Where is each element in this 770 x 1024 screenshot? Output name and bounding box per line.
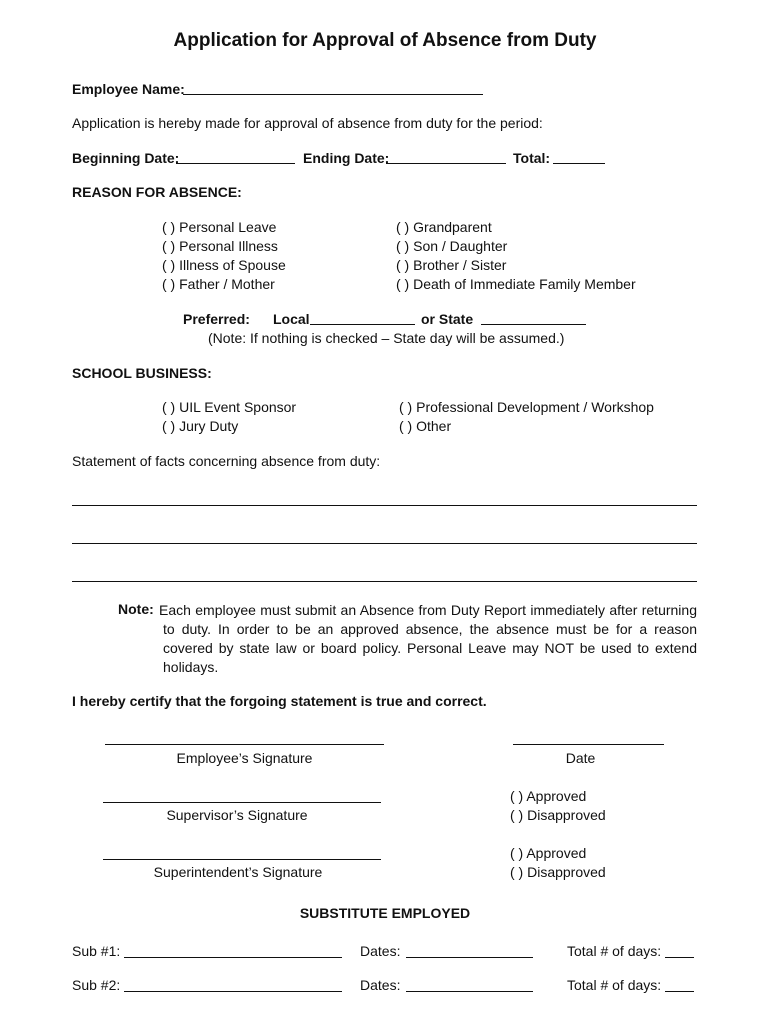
- school-option[interactable]: ( ) Professional Development / Workshop: [399, 399, 654, 415]
- reason-option[interactable]: ( ) Death of Immediate Family Member: [396, 276, 636, 292]
- beginning-date-field[interactable]: [176, 163, 295, 164]
- intro-text: Application is hereby made for approval of absence from duty for the period:: [72, 115, 543, 131]
- supervisor-signature-label: Supervisor’s Signature: [166, 807, 308, 823]
- state-label: or State: [421, 311, 474, 327]
- supervisor-approved[interactable]: ( ) Approved: [510, 788, 587, 804]
- statement-line[interactable]: [72, 505, 697, 506]
- statement-line[interactable]: [72, 581, 697, 582]
- sub2-dates-field[interactable]: [406, 991, 533, 992]
- total-field[interactable]: [553, 163, 605, 164]
- superintendent-signature-label: Superintendent’s Signature: [153, 864, 323, 880]
- date-line[interactable]: [513, 744, 664, 745]
- preferred-note: (Note: If nothing is checked – State day will be assumed.): [208, 330, 565, 346]
- employee-name-label: Employee Name:: [72, 81, 185, 97]
- reason-option[interactable]: ( ) Personal Illness: [162, 238, 278, 254]
- reason-option[interactable]: ( ) Personal Leave: [162, 219, 277, 235]
- sub2-dates-label: Dates:: [360, 977, 401, 993]
- sub1-dates-field[interactable]: [406, 957, 533, 958]
- employee-name-field[interactable]: [183, 94, 483, 95]
- substitute-heading: SUBSTITUTE EMPLOYED: [299, 905, 471, 921]
- local-field[interactable]: [310, 324, 415, 325]
- total-label: Total:: [513, 150, 551, 166]
- statement-label: Statement of facts concerning absence from duty:: [72, 453, 381, 469]
- local-label: Local: [273, 311, 310, 327]
- supervisor-signature-line[interactable]: [103, 802, 381, 803]
- reason-option[interactable]: ( ) Father / Mother: [162, 276, 275, 292]
- sub2-total-label: Total # of days:: [567, 977, 662, 993]
- sub1-field[interactable]: [124, 957, 342, 958]
- reason-heading: REASON FOR ABSENCE:: [72, 184, 242, 200]
- form-title: Application for Approval of Absence from Duty: [173, 30, 597, 51]
- school-option[interactable]: ( ) Jury Duty: [162, 418, 239, 434]
- school-option[interactable]: ( ) UIL Event Sponsor: [162, 399, 297, 415]
- reason-option[interactable]: ( ) Illness of Spouse: [162, 257, 286, 273]
- note-label: Note:: [118, 601, 154, 617]
- date-label: Date: [565, 750, 596, 766]
- employee-signature-label: Employee’s Signature: [176, 750, 313, 766]
- employee-signature-line[interactable]: [105, 744, 384, 745]
- beginning-date-label: Beginning Date:: [72, 150, 180, 166]
- supervisor-disapproved[interactable]: ( ) Disapproved: [510, 807, 606, 823]
- ending-date-field[interactable]: [386, 163, 506, 164]
- reason-option[interactable]: ( ) Son / Daughter: [396, 238, 508, 254]
- statement-line[interactable]: [72, 543, 697, 544]
- superintendent-approved[interactable]: ( ) Approved: [510, 845, 587, 861]
- preferred-label: Preferred:: [183, 311, 250, 327]
- school-business-heading: SCHOOL BUSINESS:: [72, 365, 212, 381]
- reason-option[interactable]: ( ) Grandparent: [396, 219, 492, 235]
- sub1-total-label: Total # of days:: [567, 943, 662, 959]
- sub2-field[interactable]: [124, 991, 342, 992]
- ending-date-label: Ending Date:: [303, 150, 390, 166]
- note-text: Each employee must submit an Absence from Duty Report immediately after returning to duty. In order to be an approved absence, the absence must be for a reason covered by state law or board policy. Personal Leave may NOT be used to extend holidays.: [159, 602, 697, 675]
- school-option[interactable]: ( ) Other: [399, 418, 452, 434]
- sub2-total-field[interactable]: [665, 991, 694, 992]
- reason-option[interactable]: ( ) Brother / Sister: [396, 257, 507, 273]
- certify-text: I hereby certify that the forgoing statement is true and correct.: [72, 693, 487, 709]
- state-field[interactable]: [481, 324, 586, 325]
- sub1-total-field[interactable]: [665, 957, 694, 958]
- superintendent-signature-line[interactable]: [103, 859, 381, 860]
- sub1-dates-label: Dates:: [360, 943, 401, 959]
- sub2-label: Sub #2:: [72, 977, 121, 993]
- sub1-label: Sub #1:: [72, 943, 121, 959]
- superintendent-disapproved[interactable]: ( ) Disapproved: [510, 864, 606, 880]
